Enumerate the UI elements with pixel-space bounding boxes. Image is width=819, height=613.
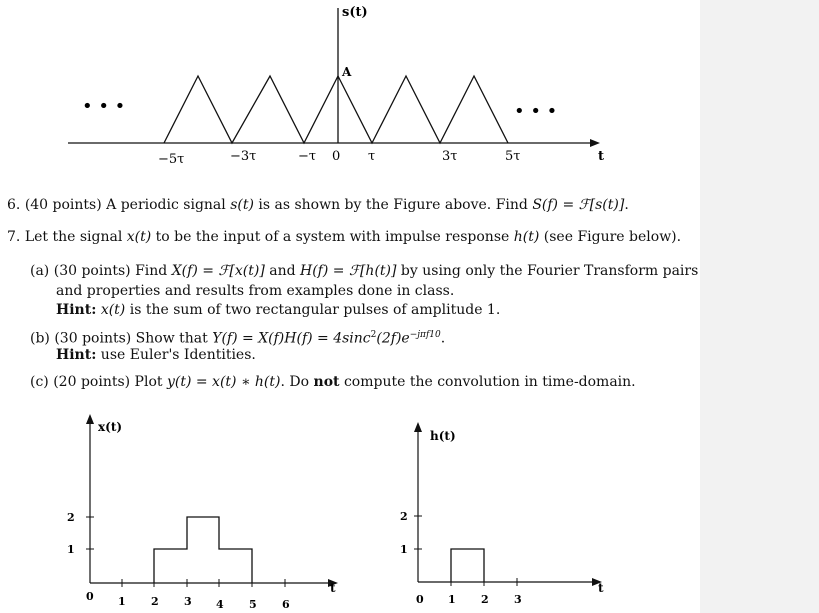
h-ticks (414, 516, 517, 586)
s-ellipsis-left: • • • (82, 96, 126, 117)
s-tick-label: τ (368, 149, 376, 164)
part-a-eq2: H(f) = ℱ[h(t)] (300, 263, 397, 279)
part-b-label: (b) (30, 330, 50, 347)
s-tick-label: 3τ (442, 149, 458, 164)
x-ytick-label: 1 (67, 543, 75, 556)
part-c-text-b: . Do (280, 374, 314, 390)
part-b-sup1: 2 (370, 330, 377, 340)
x-y-label: x(t) (98, 420, 123, 434)
part-b-eq2: (2f)e (376, 330, 410, 347)
h-signal-pulse (451, 549, 484, 582)
s-tick-label: −5τ (158, 152, 185, 167)
x-xtick-label: 1 (118, 595, 126, 608)
problem-7-h: h(t) (513, 229, 540, 245)
x-xtick-label: 0 (86, 590, 94, 603)
part-b-hint-text: use Euler's Identities. (96, 347, 256, 363)
x-xtick-label: 5 (249, 598, 257, 611)
s-tick-label: −τ (298, 149, 317, 164)
problem-6-text: (40 points) A periodic signal (24, 197, 231, 213)
x-x-label: t (330, 581, 336, 595)
problem-6-number: 6. (7, 197, 21, 213)
problem-7-text: Let the signal (24, 229, 127, 245)
s-x-label: t (598, 149, 605, 164)
problem-7-text-b: to be the input of a system with impulse response (151, 229, 514, 245)
problem-7-text-c: (see Figure below). (539, 229, 682, 245)
part-c-not: not (313, 374, 340, 390)
right-margin-band (700, 0, 819, 613)
part-b-hint-label: Hint: (56, 347, 97, 363)
s-y-label: s(t) (342, 5, 368, 20)
x-xtick-label: 3 (184, 595, 192, 608)
s-tick-label: 0 (332, 149, 341, 164)
problem-6-signal: s(t) (230, 197, 254, 213)
h-xtick-label: 3 (514, 593, 522, 606)
x-xtick-label: 6 (282, 598, 290, 611)
problem-7-x: x(t) (126, 229, 152, 245)
part-c-label: (c) (30, 374, 49, 390)
part-a-hint-signal: x(t) (100, 302, 126, 318)
part-a-eq1: X(f) = ℱ[x(t)] (171, 263, 265, 279)
h-xtick-label: 2 (481, 593, 489, 606)
part-b-sup2: −jπf10 (409, 330, 441, 340)
h-x-label: t (598, 581, 604, 595)
part-a-hint-label: Hint: (56, 302, 97, 318)
part-a-hint-text: is the sum of two rectangular pulses of amplitude 1. (125, 302, 501, 318)
part-c-text: (20 points) Plot (53, 374, 167, 390)
x-xtick-label: 2 (151, 595, 159, 608)
part-b-end: . (440, 330, 446, 347)
problem-6-equation: S(f) = ℱ[s(t)] (532, 197, 625, 213)
x-ytick-label: 2 (67, 511, 75, 524)
s-tick-label: 5τ (505, 149, 521, 164)
part-a-text: (30 points) Find (53, 263, 172, 279)
h-y-label: h(t) (430, 429, 456, 443)
x-xtick-label: 4 (216, 598, 224, 611)
problem-7-number: 7. (7, 229, 21, 245)
part-c-text-c: compute the convolution in time-domain. (339, 374, 636, 390)
part-a-line2: and properties and results from examples done in class. (56, 283, 455, 299)
h-ytick-label: 1 (400, 543, 408, 556)
problem-6-end: . (624, 197, 629, 213)
h-xtick-label: 1 (448, 593, 456, 606)
part-a-and: and (264, 263, 301, 279)
part-b-text: (30 points) Show that (54, 330, 213, 347)
part-a-text-b: by using only the Fourier Transform pairs (396, 263, 699, 279)
s-amplitude-label: A (342, 65, 352, 79)
h-vertical-arrow (414, 422, 422, 432)
part-c-eq: y(t) = x(t) ∗ h(t) (166, 374, 281, 390)
problem-6-text-b: is as shown by the Figure above. Find (253, 197, 533, 213)
s-tick-label: −3τ (230, 149, 257, 164)
s-ellipsis-right: • • • (514, 101, 558, 122)
part-b-eq: Y(f) = X(f)H(f) = 4sinc (212, 330, 371, 347)
part-a-label: (a) (30, 263, 50, 279)
h-xtick-label: 0 (416, 593, 424, 606)
h-ytick-label: 2 (400, 510, 408, 523)
